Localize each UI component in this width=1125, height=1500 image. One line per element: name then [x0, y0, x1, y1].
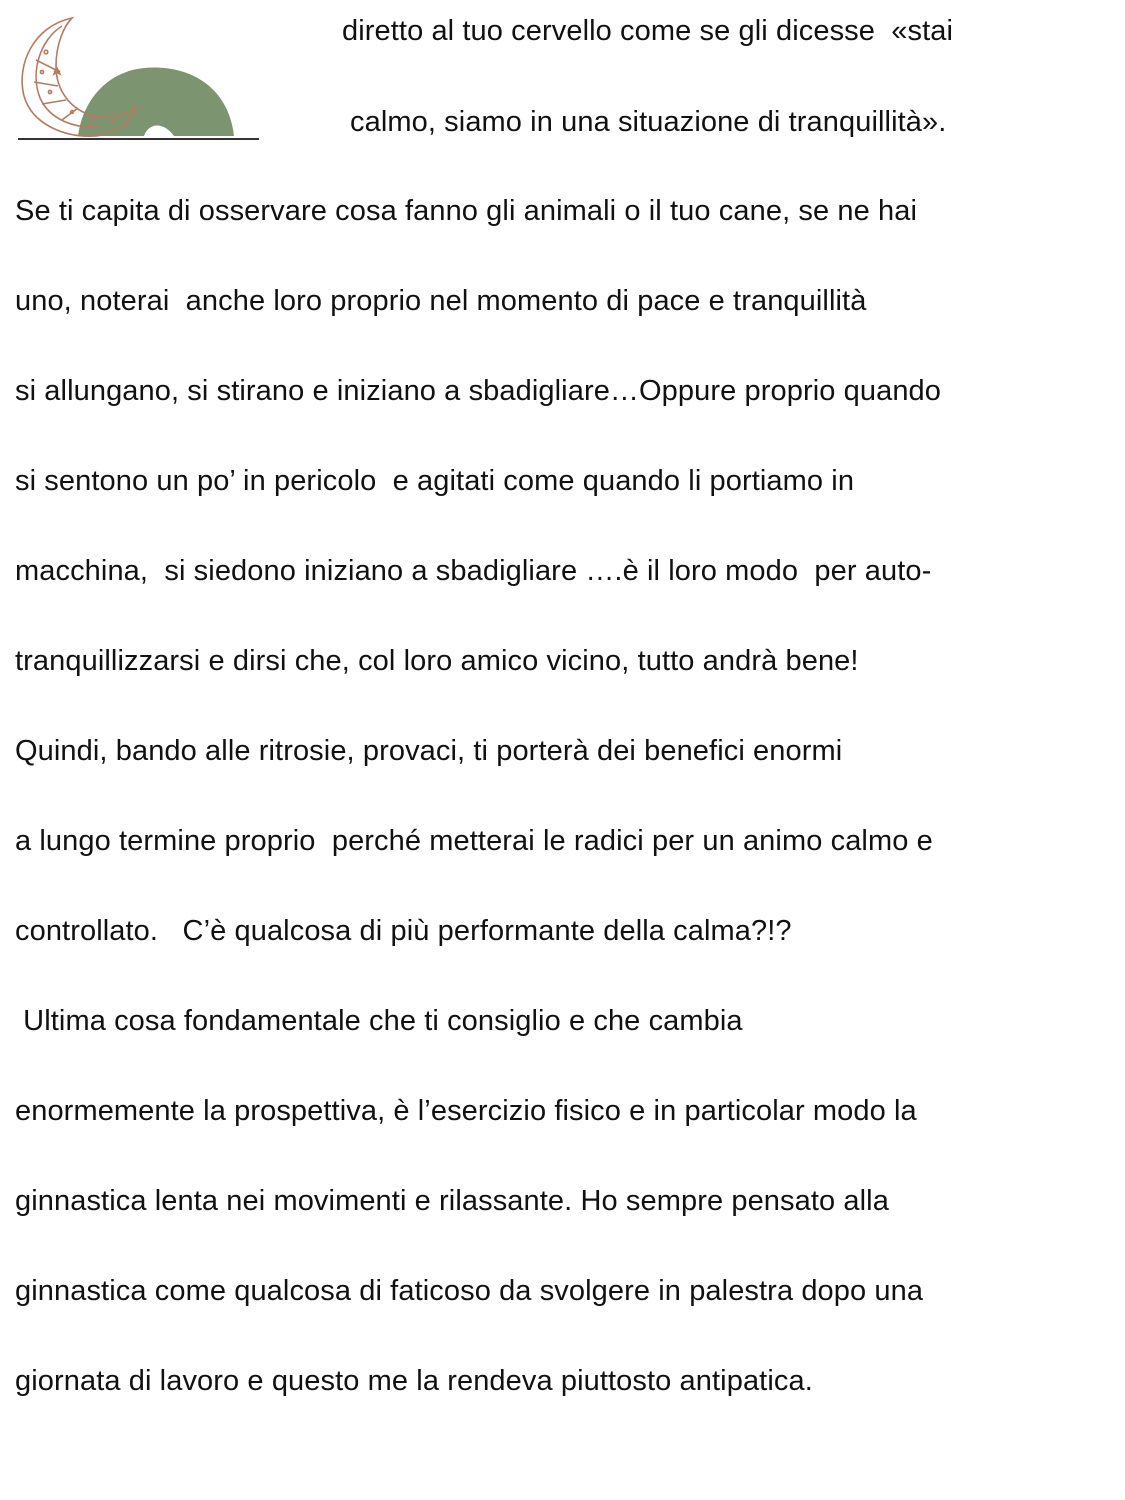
text-line: ginnastica come qualcosa di faticoso da svolgere in palestra dopo una — [15, 1275, 924, 1307]
text-line: diretto al tuo cervello come se gli dicesse «stai — [342, 15, 954, 47]
text-line: uno, noterai anche loro proprio nel momento di pace e tranquillità — [15, 285, 867, 317]
text-line: enormemente la prospettiva, è l’esercizio fisico e in particolar modo la — [15, 1095, 917, 1127]
text-line: Quindi, bando alle ritrosie, provaci, ti porterà dei benefici enormi — [15, 735, 843, 767]
text-line: tranquillizzarsi e dirsi che, col loro amico vicino, tutto andrà bene! — [15, 645, 859, 677]
text-line: Ultima cosa fondamentale che ti consiglio e che cambia — [15, 1005, 743, 1037]
text-line: si sentono un po’ in pericolo e agitati come quando li portiamo in — [15, 465, 855, 497]
text-line: Se ti capita di osservare cosa fanno gli animali o il tuo cane, se ne hai — [15, 195, 917, 227]
text-line: macchina, si siedono iniziano a sbadigliare ….è il loro modo per auto- — [15, 555, 932, 587]
text-line: si allungano, si stirano e iniziano a sbadigliare…Oppure proprio quando — [15, 375, 942, 407]
text-line: controllato. C’è qualcosa di più performante della calma?!? — [15, 915, 792, 947]
crescent-moon-and-green-hill-icon — [16, 12, 261, 144]
text-line: a lungo termine proprio perché metterai le radici per un animo calmo e — [15, 825, 933, 857]
text-line: ginnastica lenta nei movimenti e rilassante. Ho sempre pensato alla — [15, 1185, 889, 1217]
text-line: giornata di lavoro e questo me la rendeva piuttosto antipatica. — [15, 1365, 813, 1397]
text-line: calmo, siamo in una situazione di tranquillità». — [350, 106, 947, 138]
